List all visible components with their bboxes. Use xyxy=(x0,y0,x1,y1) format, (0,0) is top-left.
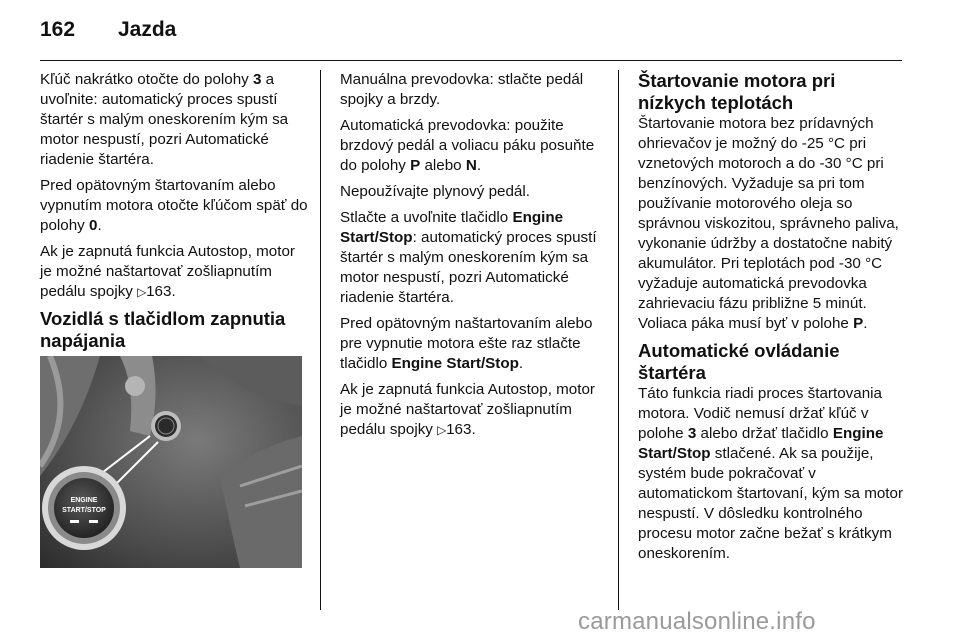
column-3 xyxy=(638,70,908,570)
paragraph-autostop-2: Ak je zapnutá funkcia Autostop, motor je možné naštartovať zošliapnutím pedálu spojky ▷163. xyxy=(340,381,595,438)
column-divider-1 xyxy=(320,70,321,610)
paragraph-manual-transmission: Manuálna prevodovka: stlačte pedál spojky a brzdy. xyxy=(340,71,584,108)
column-divider-2 xyxy=(618,70,619,610)
paragraph-auto-starter: Táto funkcia riadi proces štartovania motora. Vodič nemusí držať kľúč v polohe 3 alebo držať tlačidlo Engine Start/Stop stlačené. Ak sa použije, systém bude pokračovať v automatickom štartovaní, kým sa motor nespustí. V dôsledku kontrolného procesu motor začne bežať s krátkym oneskorením. xyxy=(638,385,904,562)
column-1 xyxy=(40,70,310,568)
page-number: 162 xyxy=(40,18,76,41)
figure-button-label-line2: START/STOP xyxy=(62,507,106,514)
paragraph-cold-start: Štartovanie motora bez prídavných ohrievačov je možný do -25 °C pri vznetových motoroch a do -30 °C pri benzínových. Vyžaduje sa pri tom používanie motorového oleja so správnou viskozitou, správneho paliva, vykonanie údržby a dostatočne nabitý akumulátor. Pri teplotách pod -30 °C vyžaduje automatická prevodovka zahrievaciu fázu približne 5 minút. Voliaca páka musí byť v polohe P. xyxy=(638,115,899,332)
page-header xyxy=(40,18,176,48)
engine-start-stop-illustration xyxy=(40,356,302,568)
paragraph-automatic-transmission: Automatická prevodovka: použite brzdový pedál a voliacu páku posuňte do polohy P alebo N. xyxy=(340,117,595,174)
section-heading-cold-start: Štartovanie motora pri nízkych teplotách xyxy=(638,70,836,113)
section-heading-auto-starter: Automatické ovládanie štartéra xyxy=(638,340,840,383)
column-2 xyxy=(340,70,610,446)
paragraph-key-off: Pred opätovným štartovaním alebo vypnutím motora otočte kľúčom späť do polohy 0. xyxy=(40,177,308,234)
paragraph-press-button: Stlačte a uvoľnite tlačidlo Engine Start/Stop: automatický proces spustí štartér s malým oneskorením kým sa motor nespustí, pozri Automatické riadenie štartéra. xyxy=(340,209,597,306)
paragraph-restart-stop: Pred opätovným naštartovaním alebo pre vypnutie motora ešte raz stlačte tlačidlo Engine Start/Stop. xyxy=(340,315,593,372)
chapter-title: Jazda xyxy=(118,18,177,41)
header-divider xyxy=(40,60,902,61)
watermark: carmanualsonline.info xyxy=(578,608,816,635)
page-reference-icon: ▷ xyxy=(437,423,447,437)
paragraph-key-start: Kľúč nakrátko otočte do polohy 3 a uvoľnite: automatický proces spustí štartér s malým oneskorením kým sa motor nespustí, pozri Automatické riadenie štartéra. xyxy=(40,71,289,168)
paragraph-no-throttle: Nepoužívajte plynový pedál. xyxy=(340,183,530,200)
paragraph-autostop: Ak je zapnutá funkcia Autostop, motor je možné naštartovať zošliapnutím pedálu spojky ▷163. xyxy=(40,243,295,300)
figure-button-label-line1: ENGINE xyxy=(70,497,98,504)
page-reference-icon: ▷ xyxy=(137,285,147,299)
section-heading-power-button: Vozidlá s tlačidlom zapnutia napájania xyxy=(40,308,286,351)
